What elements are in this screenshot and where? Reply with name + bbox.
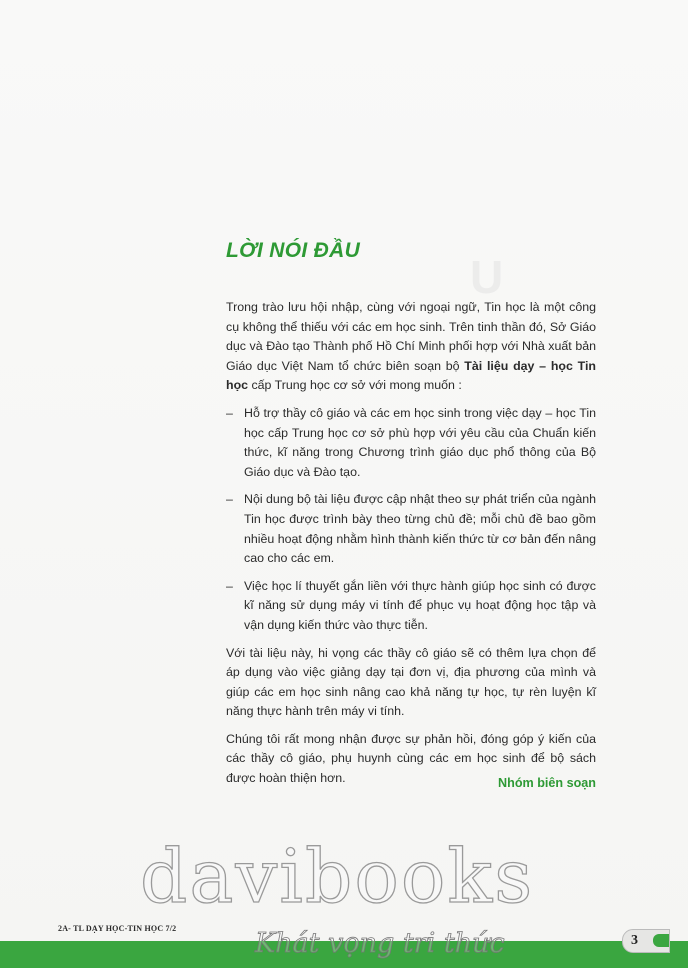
dash-marker: –: [226, 578, 233, 593]
dash-marker: –: [226, 492, 233, 507]
list-item-text: Hỗ trợ thầy cô giáo và các em học sinh trong việc dạy – học Tin học cấp Trung học cơ sở phù hợp với yêu cầu của Chuẩn kiến thức, kĩ năng trong Chương trình giáo dục phổ thông của Bộ Giáo dục và Đào tạo.: [244, 405, 596, 479]
page-number: 3: [631, 933, 638, 948]
body-paragraph: Chúng tôi rất mong nhận được sự phản hồi, đóng góp ý kiến của các thầy cô giáo, phụ huynh cùng các em học sinh để bộ sách được hoàn thiện hơn.: [226, 731, 596, 786]
page-number-badge: [622, 929, 670, 953]
bleed-through-text: U: [470, 251, 506, 303]
preface-body: [226, 298, 596, 797]
intro-text-end: cấp Trung học cơ sở với mong muốn :: [248, 378, 462, 393]
watermark-logo: davibooks: [140, 834, 535, 920]
body-paragraph: Với tài liệu này, hi vọng các thầy cô giáo sẽ có thêm lựa chọn để áp dụng vào việc giảng dạy tại đơn vị, địa phương của mình và giúp các em học sinh nâng cao khả năng tự học, tự rèn luyện kĩ năng thực hành trên máy vi tính.: [226, 645, 596, 719]
list-item: [226, 490, 596, 568]
list-item: [226, 577, 596, 636]
footer-code: 2A- TL DẠY HỌC-TIN HỌC 7/2: [58, 924, 177, 933]
page-title: LỜI NÓI ĐẦU: [226, 239, 361, 262]
book-title-bold: Tài liệu dạy – học Tin học: [226, 358, 596, 393]
dash-marker: –: [226, 405, 233, 420]
intro-text-start: Trong trào lưu hội nhập, cùng với ngoại ngữ, Tin học là một công cụ không thể thiếu với các em học sinh. Trên tinh thần đó, Sở Giáo dục và Đào tạo Thành phố Hồ Chí Minh phối hợp với Nhà xuất bản Giáo dục Việt Nam tổ chức biên soạn bộ: [226, 300, 596, 373]
list-item-text: Nội dung bộ tài liệu được cập nhật theo sự phát triển của ngành Tin học được trình bày theo từng chủ đề; mỗi chủ đề bao gồm nhiều hoạt động nhằm hình thành kiến thức từ cơ bản đến nâng cao cho các em.: [244, 492, 596, 566]
list-item-text: Việc học lí thuyết gắn liền với thực hành giúp học sinh có được kĩ năng sử dụng máy vi tính để phục vụ hoạt động học tập và vận dụng kiến thức vào thực tiễn.: [244, 578, 596, 632]
list-item: [226, 404, 596, 482]
watermark-slogan: Khát vọng tri thức: [255, 928, 505, 959]
intro-paragraph: [226, 298, 596, 396]
badge-tab: [653, 934, 669, 947]
signature: Nhóm biên soạn: [498, 776, 596, 790]
goals-list: [226, 404, 596, 636]
